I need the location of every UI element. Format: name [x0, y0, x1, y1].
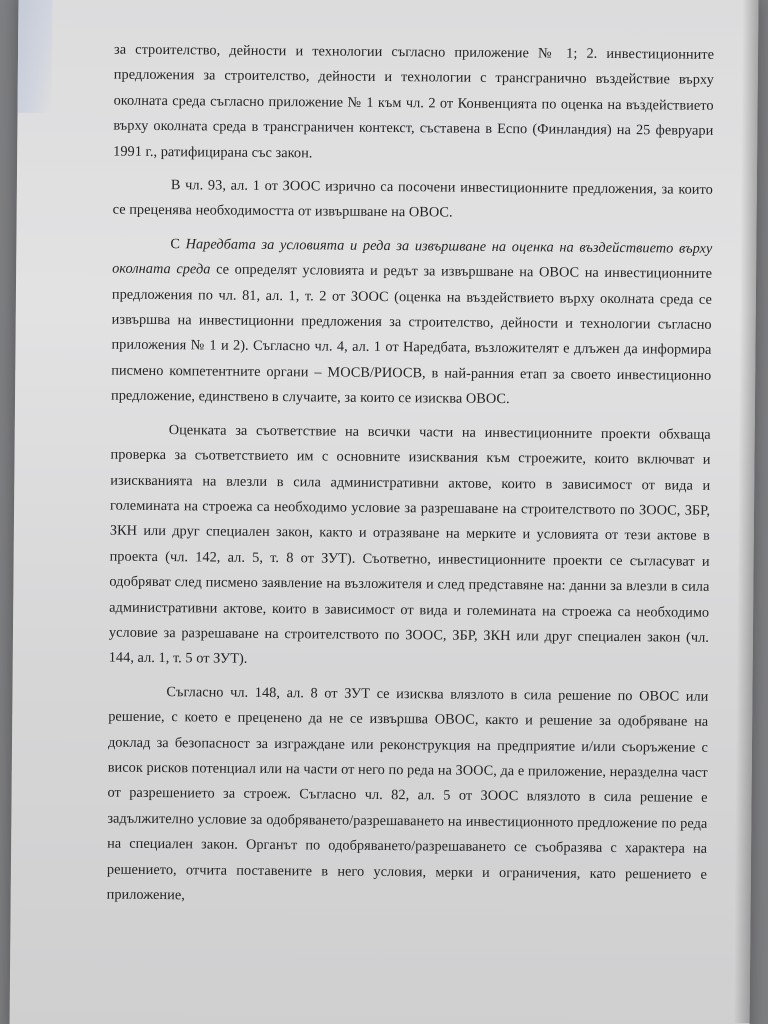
- regulation-title-italic: Наредбата за условията и реда за извършване на оценка на въздействието върху околната среда: [112, 236, 713, 278]
- paragraph-5: Съгласно чл. 148, ал. 8 от ЗУТ се изисква влязлото в сила решение по ОВОС или решение, с което е преценено да не се извършва ОВОС, както и решение за одобряване на доклад за безопасност за изграждане или реконструкция на предприятие и/или съоръжение с висок рисков потенциал или на части от него по реда на ЗООС, да е приложение, неразделна част от разрешението за строеж. Съгласно чл. 82, ал. 5 от ЗООС влязлото в сила решение е задължително условие за одобряването/разрешаването на инвестиционното предложение по реда на специален закон. Органът по одобряването/разрешаването се съобразява с характера на решението, отчита поставените в него условия, мерки и ограничения, като решението е приложение,: [106, 683, 709, 904]
- document-body: [106, 38, 714, 922]
- page-corner-fold: [18, 0, 53, 113]
- paragraph-3-prefix: С: [170, 235, 186, 253]
- paragraph-1: за строителство, дейности и технологии съгласно приложение № 1; 2. инвестиционните предложения за строителство, дейности и технологии с трансгранично въздействие върху околната среда съгласно приложение № 1 към чл. 2 от Конвенцията по оценка на въздействието върху околната среда в трансграничен контекст, съставена в Еспо (Финландия) на 25 февруари 1991 г., ратифицирана със закон.: [113, 41, 715, 161]
- paragraph-3: [111, 231, 713, 414]
- paragraph-3-body: се определят условията и редът за извършване на ОВОС на инвестиционните предложения по чл. 81, ал. 1, т. 2 от ЗООС (оценка на въздействието върху околната среда се извършва на инвестиционни предложения за строителство, дейности и технологии съгласно приложения № 1 и 2). Съгласно чл. 4, ал. 1 от Наредбата, възложителят е длъжен да информира писмено компетентните органи – МОСВ/РИОСВ, в най-ранния етап за своето инвестиционно предложение, единствено в случаите, за които се изисква ОВОС.: [110, 261, 713, 408]
- paragraph-2: В чл. 93, ал. 1 от ЗООС изрично са посочени инвестиционните предложения, за които се преценява необходимостта от извършване на ОВОС.: [112, 177, 713, 222]
- document-page: [9, 0, 758, 1024]
- paragraph-4: Оценката за съответствие на всички части на инвестиционните проекти обхваща проверка за съответствието им с основните изисквания към строежите, които включват и изискванията на влезли в сила административни актове, които в зависимост от вида и големината на строежа са необходимо условие за разрешаване на строителството по ЗООС, ЗБР, ЗКН или друг специален закон, както и отразяване на мерките и условията от тези актове в проекта (чл. 142, ал. 5, т. 8 от ЗУТ). Съответно, инвестиционните проекти се съгласуват и одобряват след писмено заявление на възложителя и след представяне на: данни за влезли в сила административни актове, които в зависимост от вида и големината на строежа са необходимо условие за разрешаване на строителството по ЗООС, ЗБР, ЗКН или друг специален закон (чл. 144, ал. 1, т. 5 от ЗУТ).: [108, 421, 711, 668]
